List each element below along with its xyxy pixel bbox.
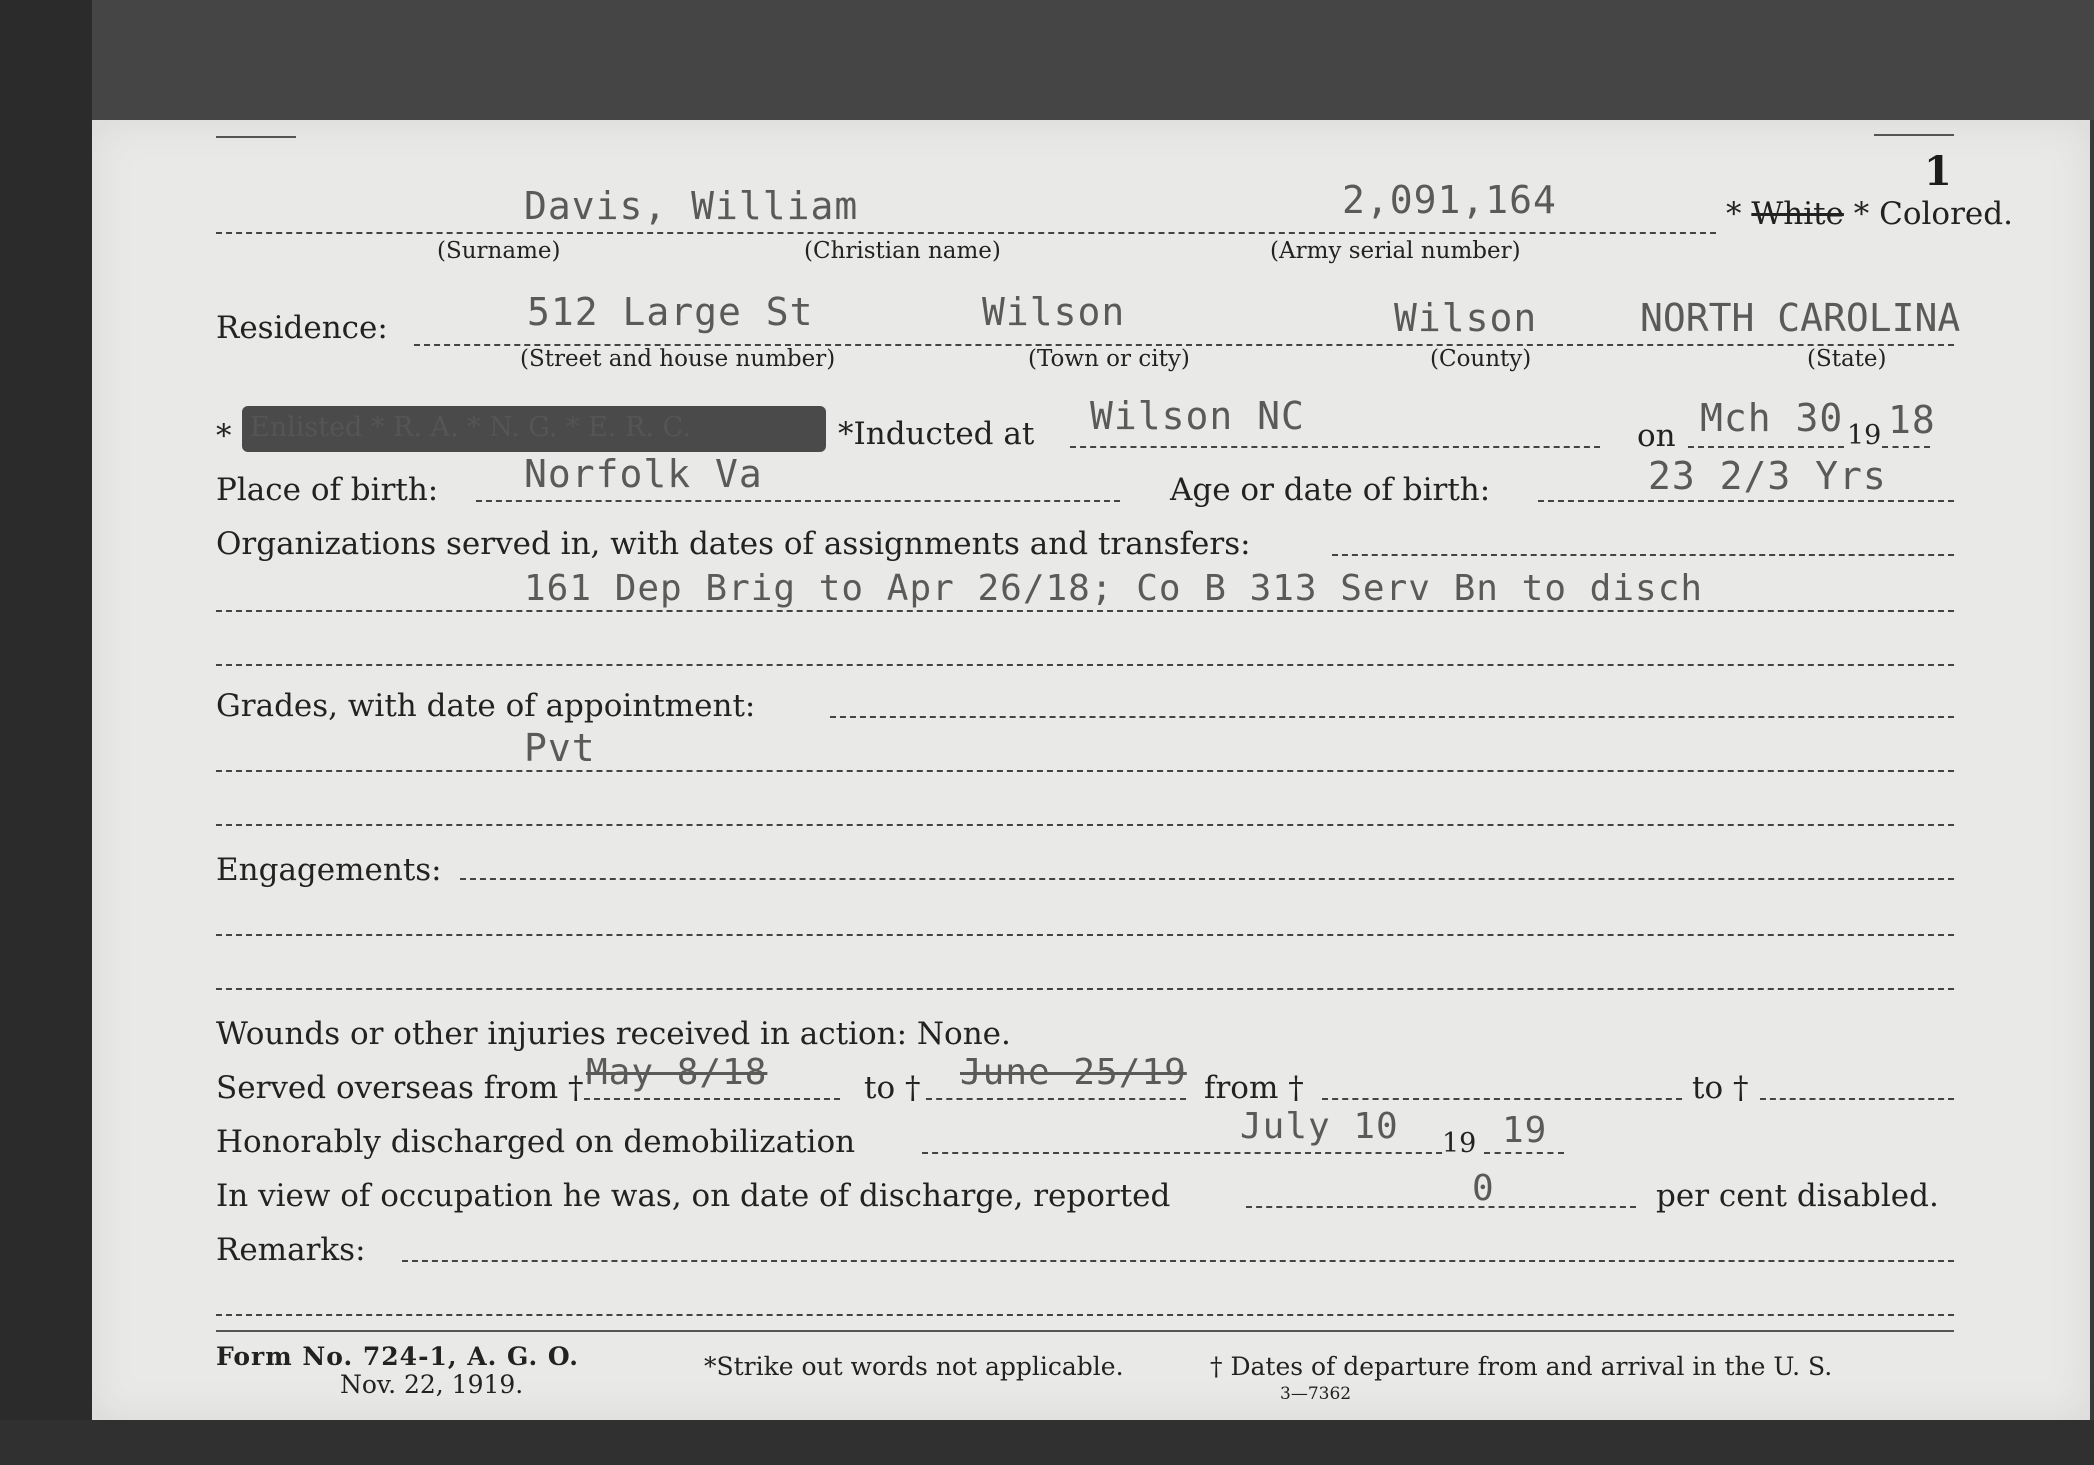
residence-state-value: NORTH CAROLINA — [1640, 296, 1961, 340]
corner-rule-left — [216, 136, 296, 138]
disability-line — [1246, 1206, 1636, 1208]
engagements-line-3 — [216, 988, 1954, 990]
scan-background-top — [0, 0, 2094, 120]
strike-note: *Strike out words not applicable. — [704, 1352, 1124, 1381]
grades-label: Grades, with date of appointment: — [216, 688, 756, 724]
residence-street-value: 512 Large St — [527, 290, 814, 334]
caption-street: (Street and house number) — [520, 346, 836, 372]
remarks-line-2 — [216, 1314, 1954, 1316]
footer-rule — [216, 1330, 1954, 1332]
disability-value: 0 — [1472, 1168, 1495, 1209]
organizations-label: Organizations served in, with dates of assignments and transfers: — [216, 526, 1251, 562]
overseas-from-line — [584, 1098, 840, 1100]
discharge-label: Honorably discharged on demobilization — [216, 1124, 856, 1160]
caption-county: (County) — [1430, 346, 1532, 372]
served-overseas-label: Served overseas from † — [216, 1070, 584, 1106]
surname-christian-name-value: Davis, William — [524, 184, 859, 228]
overseas-from2-label: from † — [1204, 1070, 1304, 1106]
caption-surname: (Surname) — [437, 238, 561, 264]
dates-note: † Dates of departure from and arrival in the U. S. — [1210, 1352, 1833, 1381]
residence-county-value: Wilson — [1394, 296, 1538, 340]
inducted-at-value: Wilson NC — [1090, 394, 1305, 438]
overseas-to2-line — [1760, 1098, 1954, 1100]
remarks-label: Remarks: — [216, 1232, 366, 1268]
remarks-line-1 — [402, 1260, 1954, 1262]
grades-value: Pvt — [524, 726, 596, 770]
discharge-date-line — [922, 1152, 1442, 1154]
residence-label: Residence: — [216, 310, 388, 346]
place-of-birth-line — [476, 500, 1120, 502]
on-label: on — [1637, 418, 1676, 454]
army-serial-number-value: 2,091,164 — [1342, 178, 1557, 222]
induction-date-line — [1688, 446, 1844, 448]
race-white-struck: White — [1751, 196, 1844, 232]
caption-christian-name: (Christian name) — [804, 238, 1001, 264]
age-value: 23 2/3 Yrs — [1648, 454, 1887, 498]
overseas-from2-line — [1322, 1098, 1682, 1100]
inducted-at-line — [1070, 446, 1600, 448]
induction-year-prefix: 19 — [1847, 420, 1882, 451]
overseas-to-value: June 25/19 — [960, 1052, 1187, 1093]
organizations-line-2 — [216, 610, 1954, 612]
scan-background-left — [0, 0, 92, 1465]
caption-state: (State) — [1807, 346, 1887, 372]
overseas-to-line — [926, 1098, 1186, 1100]
induction-year-line — [1882, 446, 1930, 448]
discharge-year-value: 19 — [1502, 1110, 1548, 1151]
print-code: 3—7362 — [1280, 1384, 1352, 1404]
disability-label: In view of occupation he was, on date of discharge, reported — [216, 1178, 1171, 1214]
disability-suffix: per cent disabled. — [1656, 1178, 1939, 1214]
residence-town-value: Wilson — [982, 290, 1126, 334]
discharge-year-line — [1484, 1152, 1564, 1154]
organizations-line-1 — [1332, 554, 1954, 556]
race-star: * — [1726, 196, 1752, 232]
discharge-date-value: July 10 — [1240, 1106, 1399, 1147]
enlisted-star: * — [216, 418, 232, 454]
caption-serial-number: (Army serial number) — [1270, 238, 1521, 264]
grades-line-2 — [216, 770, 1954, 772]
discharge-year-prefix: 19 — [1442, 1128, 1477, 1159]
place-of-birth-label: Place of birth: — [216, 472, 439, 508]
service-record-card — [92, 120, 2090, 1420]
name-line — [216, 232, 1716, 234]
overseas-from-value: May 8/18 — [586, 1052, 768, 1093]
induction-year-value: 18 — [1888, 398, 1936, 442]
age-line — [1538, 500, 1954, 502]
place-of-birth-value: Norfolk Va — [524, 452, 763, 496]
induction-date-value: Mch 30 — [1700, 396, 1844, 440]
grades-line-1 — [830, 716, 1954, 718]
form-number: Form No. 724-1, A. G. O. — [216, 1342, 579, 1371]
race-colored: * Colored. — [1853, 196, 2013, 232]
corner-rule-right — [1874, 134, 1954, 136]
scan-background-bottom — [0, 1420, 2094, 1465]
engagements-line-1 — [460, 878, 1954, 880]
enlisted-options-text: Enlisted * R. A. * N. G. * E. R. C. — [250, 412, 691, 443]
grades-line-3 — [216, 824, 1954, 826]
enlisted-options-redacted — [242, 406, 826, 452]
overseas-to-label: to † — [864, 1070, 921, 1106]
engagements-label: Engagements: — [216, 852, 442, 888]
form-date: Nov. 22, 1919. — [340, 1370, 524, 1399]
engagements-line-2 — [216, 934, 1954, 936]
organizations-line-3 — [216, 664, 1954, 666]
card-number: 1 — [1924, 148, 1952, 195]
race-field — [1726, 196, 2013, 232]
organizations-value: 161 Dep Brig to Apr 26/18; Co B 313 Serv Bn to disch — [524, 568, 1704, 609]
overseas-to2-label: to † — [1692, 1070, 1749, 1106]
wounds-label: Wounds or other injuries received in action: None. — [216, 1016, 1011, 1052]
inducted-at-label: *Inducted at — [838, 416, 1035, 452]
age-label: Age or date of birth: — [1170, 472, 1491, 508]
caption-town: (Town or city) — [1028, 346, 1190, 372]
